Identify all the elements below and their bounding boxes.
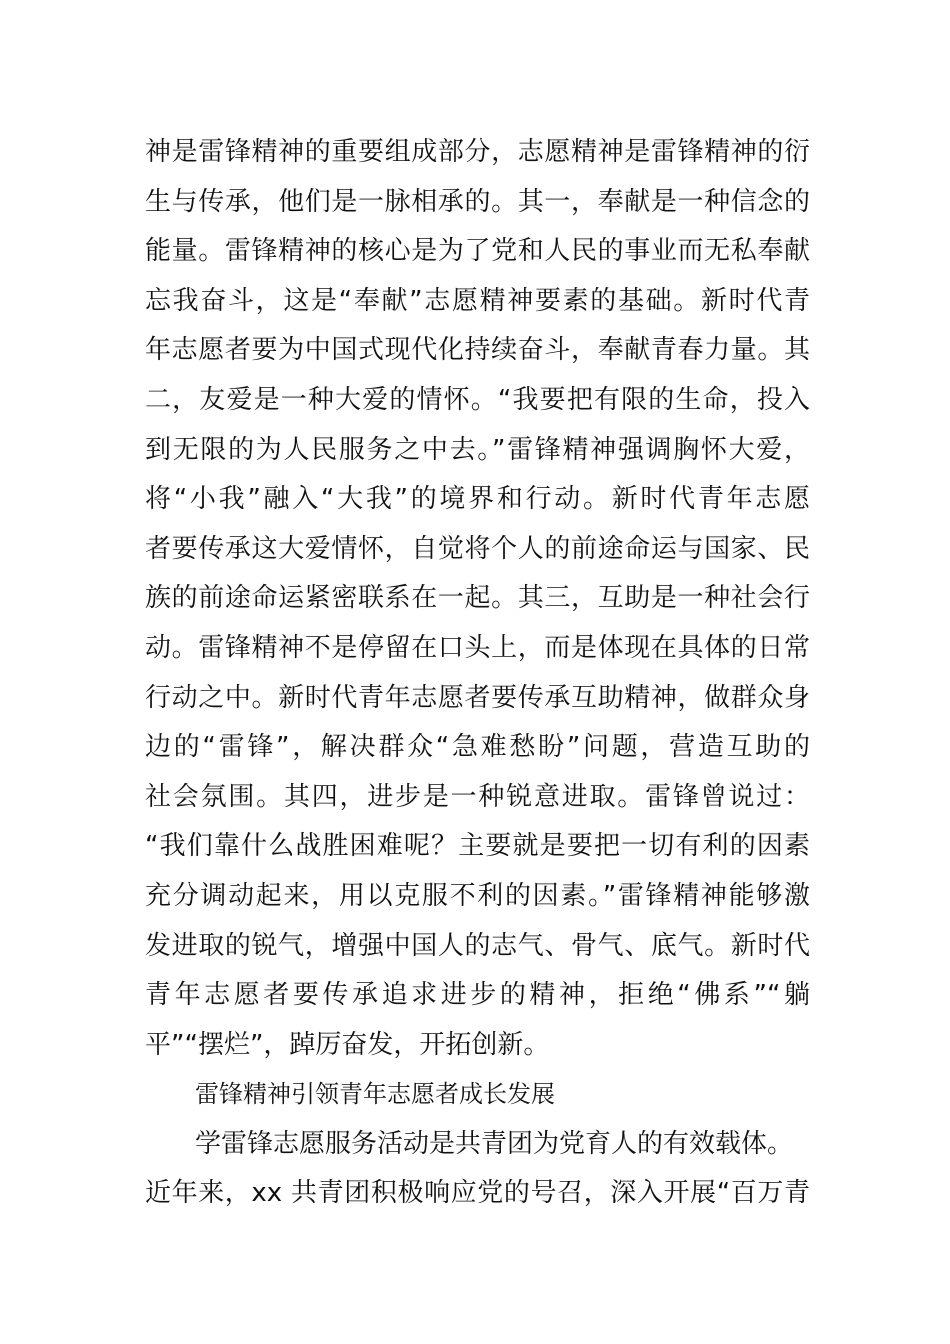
body-line: 生与传承，他们是一脉相承的。其一，奉献是一种信念的 xyxy=(145,186,810,217)
paragraph-line: 近年来，xx 共青团积极响应党的号召，深入开展“百万青 xyxy=(145,1178,810,1209)
body-line: 族的前途命运紧密联系在一起。其三，互助是一种社会行 xyxy=(145,583,810,614)
body-line: 发进取的锐气，增强中国人的志气、骨气、底气。新时代 xyxy=(145,930,810,961)
body-line: 充分调动起来，用以克服不利的因素。”雷锋精神能够激 xyxy=(145,880,810,911)
body-line: 青年志愿者要传承追求进步的精神，拒绝“佛系”“躺 xyxy=(145,980,810,1011)
body-line: 忘我奋斗，这是“奉献”志愿精神要素的基础。新时代青 xyxy=(145,285,810,316)
section-heading: 雷锋精神引领青年志愿者成长发展 xyxy=(195,1080,555,1109)
paragraph-line: 学雷锋志愿服务活动是共青团为党育人的有效载体。 xyxy=(195,1128,794,1159)
body-line: 边的“雷锋”，解决群众“急难愁盼”问题，营造互助的 xyxy=(145,732,810,763)
body-line: 到无限的为人民服务之中去。”雷锋精神强调胸怀大爱， xyxy=(145,434,810,465)
body-line: 平”“摆烂”，踔厉奋发，开拓创新。 xyxy=(145,1029,550,1060)
body-line: 能量。雷锋精神的核心是为了党和人民的事业而无私奉献 xyxy=(145,236,810,267)
body-line: 社会氛围。其四，进步是一种锐意进取。雷锋曾说过： xyxy=(145,781,810,812)
body-line: “我们靠什么战胜困难呢？主要就是要把一切有利的因素 xyxy=(145,831,810,862)
body-line: 行动之中。新时代青年志愿者要传承互助精神，做群众身 xyxy=(145,682,810,713)
body-line: 二，友爱是一种大爱的情怀。“我要把有限的生命，投入 xyxy=(145,384,810,415)
body-line: 者要传承这大爱情怀，自觉将个人的前途命运与国家、民 xyxy=(145,533,810,564)
body-line: 将“小我”融入“大我”的境界和行动。新时代青年志愿 xyxy=(145,484,810,515)
document-body xyxy=(145,128,810,1219)
body-line: 神是雷锋精神的重要组成部分，志愿精神是雷锋精神的衍 xyxy=(145,137,810,167)
body-line: 年志愿者要为中国式现代化持续奋斗，奉献青春力量。其 xyxy=(145,335,810,366)
body-line: 动。雷锋精神不是停留在口头上，而是体现在具体的日常 xyxy=(145,632,810,663)
